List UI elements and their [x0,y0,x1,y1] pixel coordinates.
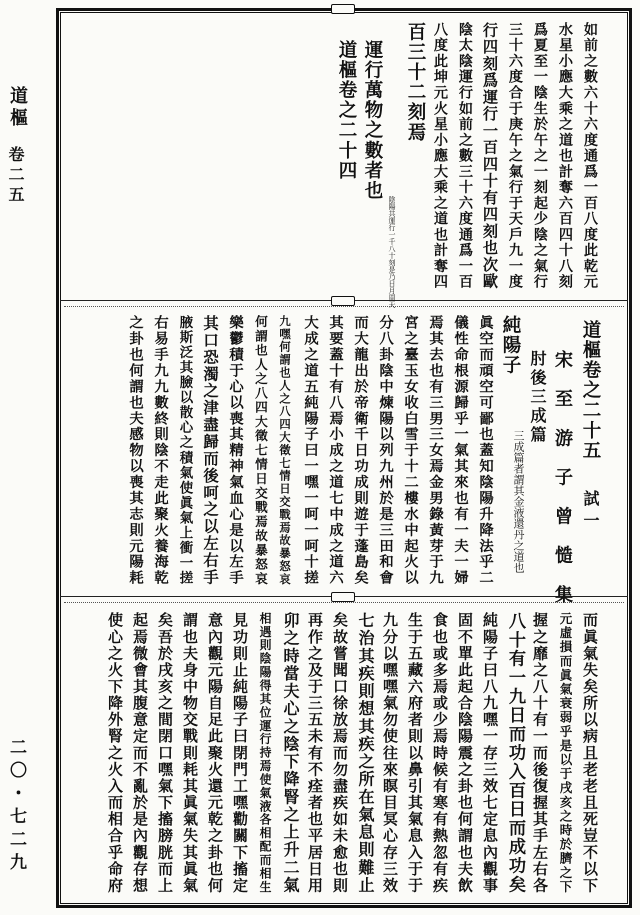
upper-line-7: 八度此坤元火星小應大乘之道也計奪四 [432,22,448,290]
middle-line-3: 焉其去也有三男三女焉金男錄黃芽于九 [427,315,443,586]
fold-mark-lower [331,592,355,602]
dotted-divider-upper [64,306,624,307]
middle-line-10: 何謂也人之八四大徵七情日交戰焉故暴怒哀 [253,315,268,586]
lower-line-14: 相遇則陰陽得其位運行持焉使氣液各相配而相生 [258,612,272,894]
lower-line-6: 固不單此起合陰陽震之卦也何謂也夫飲 [456,612,474,894]
fold-mark-top [331,4,355,14]
lower-line-19: 起焉微會其腹意定而不亂於是內觀存想 [131,612,149,894]
upper-line-5: 行四刻爲運行一百四十有四刻也次歐 [481,22,499,290]
author-line: 宋 至 游 子 曾 慥 集 [552,350,573,604]
margin-book-title: 道樞 [7,86,28,130]
middle-line-5: 分八卦陰中煉陽以列九州於是三田和會 [377,315,393,586]
lower-line-18: 矣吾於戌亥之間閉口嘿氣下搐膀胱而上 [156,612,174,894]
lower-line-3: 握之靡之八十有一而後復握其手左右各 [531,612,549,894]
upper-line-9: 運行萬物之數者也 [362,40,383,201]
middle-line-6: 而大龍出於帝衛千日功成則遊于蓬島矣 [352,315,368,586]
lower-line-5: 純陽子曰八九嘿一存三效七定息內觀事 [481,612,499,894]
lower-line-2: 元虛損而眞氣衰弱乎是以于戌亥之時於臍之下 [558,612,573,894]
upper-line-8: 百三十二刻焉 [405,22,426,143]
author-name: 純陽子 [500,315,521,376]
margin-volume: 卷二五 [6,146,25,206]
upper-line-4: 三十六度合于庚午之氣行于天戶九一度 [507,22,523,290]
middle-line-8: 大成之道五純陽子曰一嘿一呵一呵十搓 [302,315,318,586]
upper-line-3: 爲夏至一陰生於午之一刻起少陰之氣行 [532,22,548,290]
lower-line-13: 卯之時當夫心之陰下降腎之上升二氣 [281,612,300,894]
chapter-subtitle: 肘後三成篇 [528,350,547,445]
middle-line-2: 儀性命根源歸乎一氣其來也有一夫一婦 [452,315,468,586]
dotted-divider-lower [64,602,624,603]
upper-line-1: 如前之數六十六度通爲一百八度此乾元 [582,22,598,290]
upper-annotation: 陰陽共運行一千八十刻是乃日月周天 [388,196,396,308]
lower-line-20: 使心之火下降外腎之火入而相合乎命府 [106,612,124,894]
lower-line-16: 意內觀元陽自足此聚火還元乾之卦也何 [206,612,224,894]
lower-line-15: 見功則止純陽子曰閉門工嘿勸關下搐定 [231,612,249,894]
middle-line-7: 其要蓋十有八焉小成之道七中成之道六 [327,315,343,586]
lower-line-1: 而眞氣失矣所以病且老老且死豈不以下 [581,612,599,894]
middle-line-9: 九嘿何謂也人之八四大徵七情日交戰焉故暴怒哀 [278,315,292,586]
upper-line-2: 水星小應大乘之道也計奪六百四十八刻 [557,22,573,290]
fold-mark-middle [331,296,355,306]
lower-line-12: 再作之及于三五未有不痊者也平居日用 [306,612,324,894]
middle-line-14: 右易手九九數終則陰不走此聚火養海乾 [152,315,168,586]
middle-line-13: 腋斯泛其臉以散心之積氣使眞氣上衝一搓 [177,315,193,586]
middle-line-15: 之卦也何謂也夫感物以喪其志則元陽耗 [127,315,143,586]
lower-line-11: 矣故嘗聞口徐放焉而勿盡疾如未愈也則 [331,612,349,894]
lower-line-10: 七治其疾則想其疾之所在氣息則難止 [356,612,375,894]
margin-page-number: 二〇・七二九 [6,738,26,876]
chapter-note: 三成篇者謂其金液還丹之道也 [512,430,525,573]
lower-line-4: 八十有一九日而功入百日而成功矣 [505,612,525,894]
lower-line-9: 九分以嘿嘿氣勿使往來瞑目冥心存三效 [381,612,399,894]
middle-line-4: 宮之臺玉女收白雪于十二樓水中起火以 [402,315,418,586]
lower-line-7: 食也或多焉或少焉時候有寒有熱忽有疾 [431,612,449,894]
upper-line-6: 陰太陰運行如前之數三十六度通爲一百 [457,22,473,290]
middle-line-11: 樂鬱積于心以喪其精神氣血心是以左手 [227,315,243,586]
chapter-title: 道樞卷之二十五 [580,320,601,461]
middle-line-1: 眞空而頑空可鄙也蓋知陰陽升降法乎二 [477,315,493,586]
middle-line-12: 其口恐濁之津盡歸而後呵之以左右手 [201,315,219,586]
lower-line-17: 謂也夫身中物交戰則耗其眞氣失其眞氣 [181,612,199,894]
upper-line-10: 道樞卷之二十四 [336,40,357,181]
lower-line-8: 生于五藏六府者則以鼻引其氣息入于于 [406,612,424,894]
page-tag: 試一 [581,490,600,534]
